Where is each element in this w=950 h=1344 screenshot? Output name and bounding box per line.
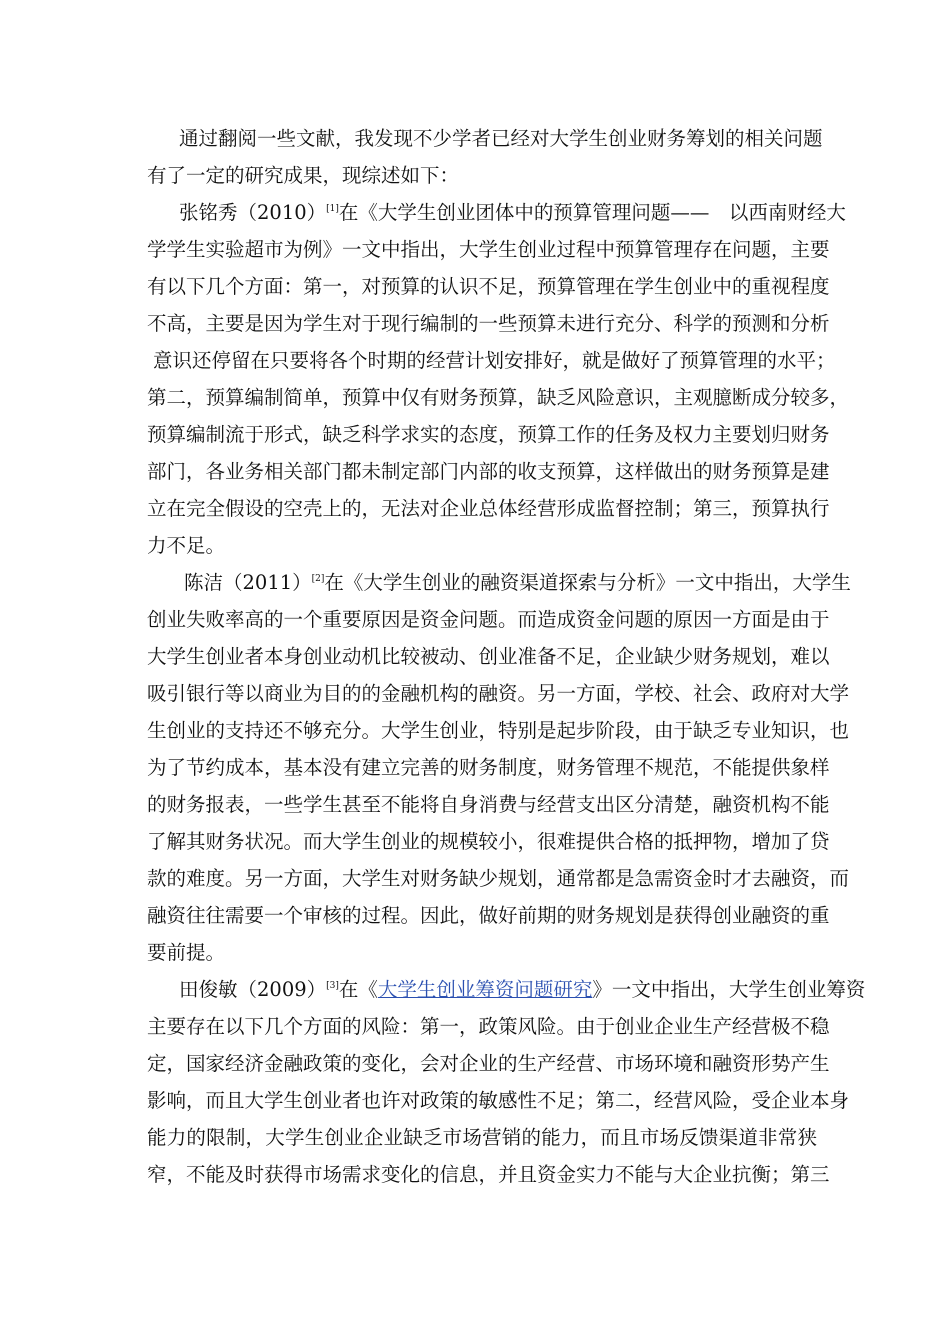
paragraph-3-line-7: 的财务报表，一些学生甚至不能将自身消费与经营支出区分清楚，融资机构不能 bbox=[147, 793, 830, 816]
paragraph-3-line-5: 生创业的支持还不够充分。大学生创业，特别是起步阶段，由于缺乏专业知识，也 bbox=[147, 719, 850, 742]
paragraph-3-line-9: 款的难度。另一方面，大学生对财务缺少规划，通常都是急需资金时才去融资，而 bbox=[147, 867, 850, 890]
paragraph-2-line-10: 力不足。 bbox=[147, 534, 226, 557]
reference-link[interactable]: 大学生创业筹资问题研究 bbox=[377, 978, 593, 1001]
paragraph-4-line-5: 能力的限制，大学生创业企业缺乏市场营销的能力，而且市场反馈渠道非常狭 bbox=[147, 1126, 817, 1149]
paragraph-4-line-4: 影响，而且大学生创业者也许对政策的敏感性不足；第二，经营风险，受企业本身 bbox=[147, 1089, 850, 1112]
paragraph-2-line-1: 张铭秀（2010）[1]在《大学生创业团体中的预算管理问题—— 以西南财经大 bbox=[179, 201, 846, 224]
paragraph-3-line-1: 陈洁（2011）[2]在《大学生创业的融资渠道探索与分析》一文中指出，大学生 bbox=[184, 571, 851, 594]
paragraph-3-line-2: 创业失败率高的一个重要原因是资金问题。而造成资金问题的原因一方面是由于 bbox=[147, 608, 830, 631]
paragraph-1-line-1: 通过翻阅一些文献，我发现不少学者已经对大学生创业财务筹划的相关问题 bbox=[179, 127, 823, 150]
paragraph-2-line-9: 立在完全假设的空壳上的，无法对企业总体经营形成监督控制；第三，预算执行 bbox=[147, 497, 830, 520]
paragraph-2-line-7: 预算编制流于形式，缺乏科学求实的态度，预算工作的任务及权力主要划归财务 bbox=[147, 423, 830, 446]
paragraph-3-line-10: 融资往往需要一个审核的过程。因此，做好前期的财务规划是获得创业融资的重 bbox=[147, 904, 830, 927]
citation-2: [2] bbox=[311, 574, 325, 584]
citation-1: [1] bbox=[326, 204, 339, 214]
paragraph-2-line-8: 部门，各业务相关部门都未制定部门内部的收支预算，这样做出的财务预算是建 bbox=[147, 460, 830, 483]
paragraph-3-line-3: 大学生创业者本身创业动机比较被动、创业准备不足，企业缺少财务规划，难以 bbox=[147, 645, 830, 668]
paragraph-2-line-5: 意识还停留在只要将各个时期的经营计划安排好，就是做好了预算管理的水平； bbox=[153, 349, 836, 372]
paragraph-2-line-2: 学学生实验超市为例》一文中指出，大学生创业过程中预算管理存在问题，主要 bbox=[147, 238, 830, 261]
paragraph-2-line-6: 第二，预算编制简单，预算中仅有财务预算，缺乏风险意识，主观臆断成分较多， bbox=[147, 386, 850, 409]
paragraph-4-line-1: 田俊敏（2009）[3]在《大学生创业筹资问题研究》一文中指出，大学生创业筹资 bbox=[179, 978, 866, 1001]
paragraph-1-line-2: 有了一定的研究成果，现综述如下： bbox=[147, 164, 460, 187]
paragraph-3-line-8: 了解其财务状况。而大学生创业的规模较小，很难提供合格的抵押物，增加了贷 bbox=[147, 830, 830, 853]
paragraph-3-line-11: 要前提。 bbox=[147, 941, 226, 964]
citation-3: [3] bbox=[326, 981, 339, 991]
paragraph-2-line-3: 有以下几个方面：第一，对预算的认识不足，预算管理在学生创业中的重视程度 bbox=[147, 275, 830, 298]
paragraph-3-line-4: 吸引银行等以商业为目的的金融机构的融资。另一方面，学校、社会、政府对大学 bbox=[147, 682, 850, 705]
paragraph-4-line-6: 窄，不能及时获得市场需求变化的信息，并且资金实力不能与大企业抗衡；第三 bbox=[147, 1163, 830, 1186]
paragraph-4-line-2: 主要存在以下几个方面的风险：第一，政策风险。由于创业企业生产经营极不稳 bbox=[147, 1015, 830, 1038]
paragraph-4-line-3: 定，国家经济金融政策的变化，会对企业的生产经营、市场环境和融资形势产生 bbox=[147, 1052, 830, 1075]
paragraph-2-line-4: 不高，主要是因为学生对于现行编制的一些预算未进行充分、科学的预测和分析 bbox=[147, 312, 830, 335]
paragraph-3-line-6: 为了节约成本，基本没有建立完善的财务制度，财务管理不规范，不能提供象样 bbox=[147, 756, 830, 779]
